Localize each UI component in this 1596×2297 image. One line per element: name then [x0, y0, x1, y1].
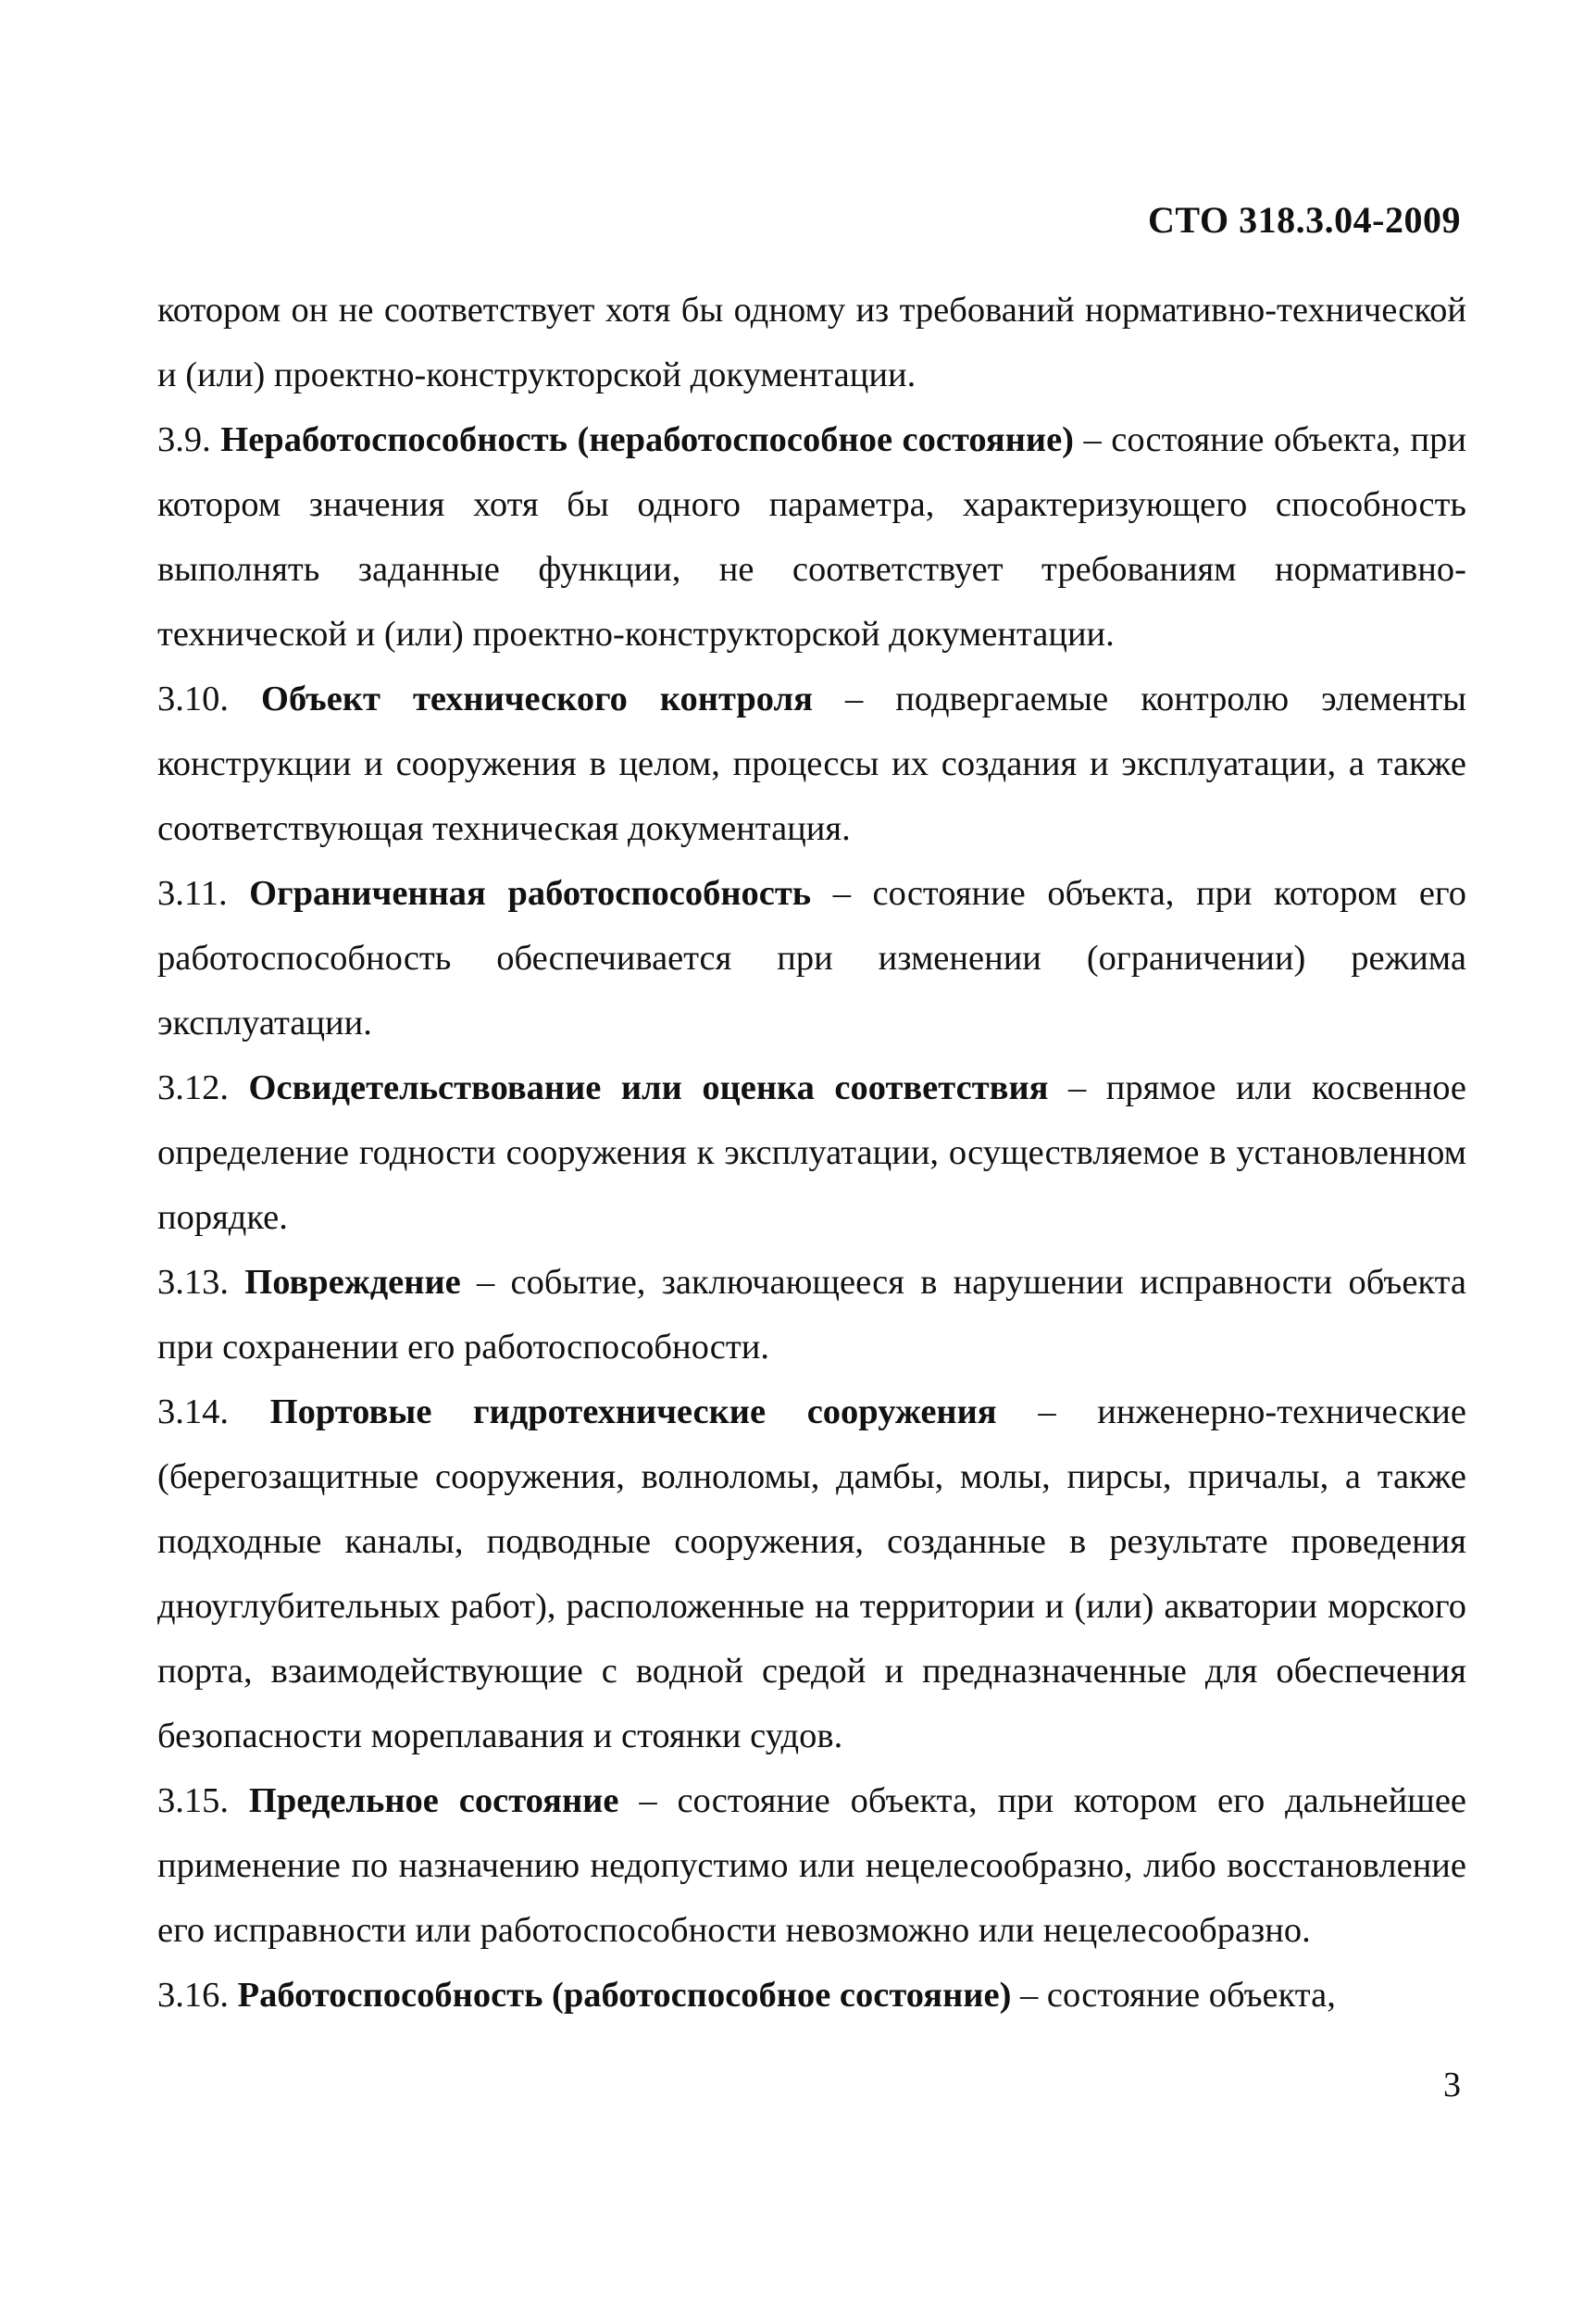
definition-text: – инженерно-технические (берегозащитные сооружения, волноломы, дамбы, молы, пирсы, причалы, а также подходные каналы, подводные сооружения, созданные в результате проведения дноуглубительных работ), расположенные на территории и (или) акватории морского порта, взаимодействующие с водной средой и предназначенные для обеспечения безопасности мореплавания и стоянки судов. — [157, 1392, 1466, 1755]
definition-3-16 — [157, 1963, 1466, 2028]
definition-3-12 — [157, 1055, 1466, 1250]
paragraph-number: 3.9. — [157, 420, 221, 459]
paragraph-number: 3.12. — [157, 1068, 249, 1107]
definition-3-14 — [157, 1379, 1466, 1768]
paragraph-number: 3.16. — [157, 1976, 238, 2015]
term: Неработоспособность (неработоспособное состояние) — [220, 420, 1074, 459]
definition-text: котором он не соответствует хотя бы одному из требований нормативно-технической и (или) проектно-конструкторской документации. — [157, 291, 1466, 394]
definition-3-9 — [157, 407, 1466, 667]
term: Портовые гидротехнические сооружения — [269, 1392, 997, 1431]
term: Предельное состояние — [248, 1781, 619, 1820]
paragraph-number: 3.11. — [157, 874, 250, 913]
term: Ограниченная работоспособность — [249, 874, 812, 913]
paragraph-continuation — [157, 278, 1466, 407]
term: Освидетельствование или оценка соответствия — [248, 1068, 1049, 1107]
document-code: СТО 318.3.04-2009 — [1148, 199, 1461, 241]
definition-text: – прямое или косвенное определение годности сооружения к эксплуатации, осуществляемое в установленном порядке. — [157, 1068, 1467, 1237]
term: Объект технического контроля — [261, 680, 813, 718]
page-number: 3 — [1443, 2066, 1461, 2104]
term: Работоспособность (работоспособное состояние) — [237, 1976, 1012, 2015]
paragraph-number: 3.14. — [157, 1392, 270, 1431]
definition-text: – подвергаемые контролю элементы конструкции и сооружения в целом, процессы их создания и эксплуатации, а также соответствующая техническая документация. — [157, 680, 1467, 848]
paragraph-number: 3.13. — [157, 1263, 245, 1302]
document-body — [157, 278, 1466, 2028]
definition-text: – событие, заключающееся в нарушении исправности объекта при сохранении его работоспособности. — [157, 1263, 1467, 1367]
term: Повреждение — [244, 1263, 461, 1302]
definition-text: – состояние объекта, при котором его дальнейшее применение по назначению недопустимо или нецелесообразно, либо восстановление его исправности или работоспособности невозможно или нецелесообразно. — [157, 1781, 1466, 1950]
definition-text: – состояние объекта, — [1011, 1976, 1336, 2015]
definition-3-11 — [157, 861, 1466, 1055]
paragraph-number: 3.10. — [157, 680, 262, 718]
definition-text: – состояние объекта, при котором его работоспособность обеспечивается при изменении (ограничении) режима эксплуатации. — [157, 874, 1466, 1042]
definition-3-15 — [157, 1768, 1466, 1963]
definition-text: – состояние объекта, при котором значения хотя бы одного параметра, характеризующего способность выполнять заданные функции, не соответствует требованиям нормативно-технической и (или) проектно-конструкторской документации. — [157, 420, 1467, 654]
paragraph-number: 3.15. — [157, 1781, 249, 1820]
definition-3-10 — [157, 667, 1466, 861]
definition-3-13 — [157, 1250, 1466, 1379]
